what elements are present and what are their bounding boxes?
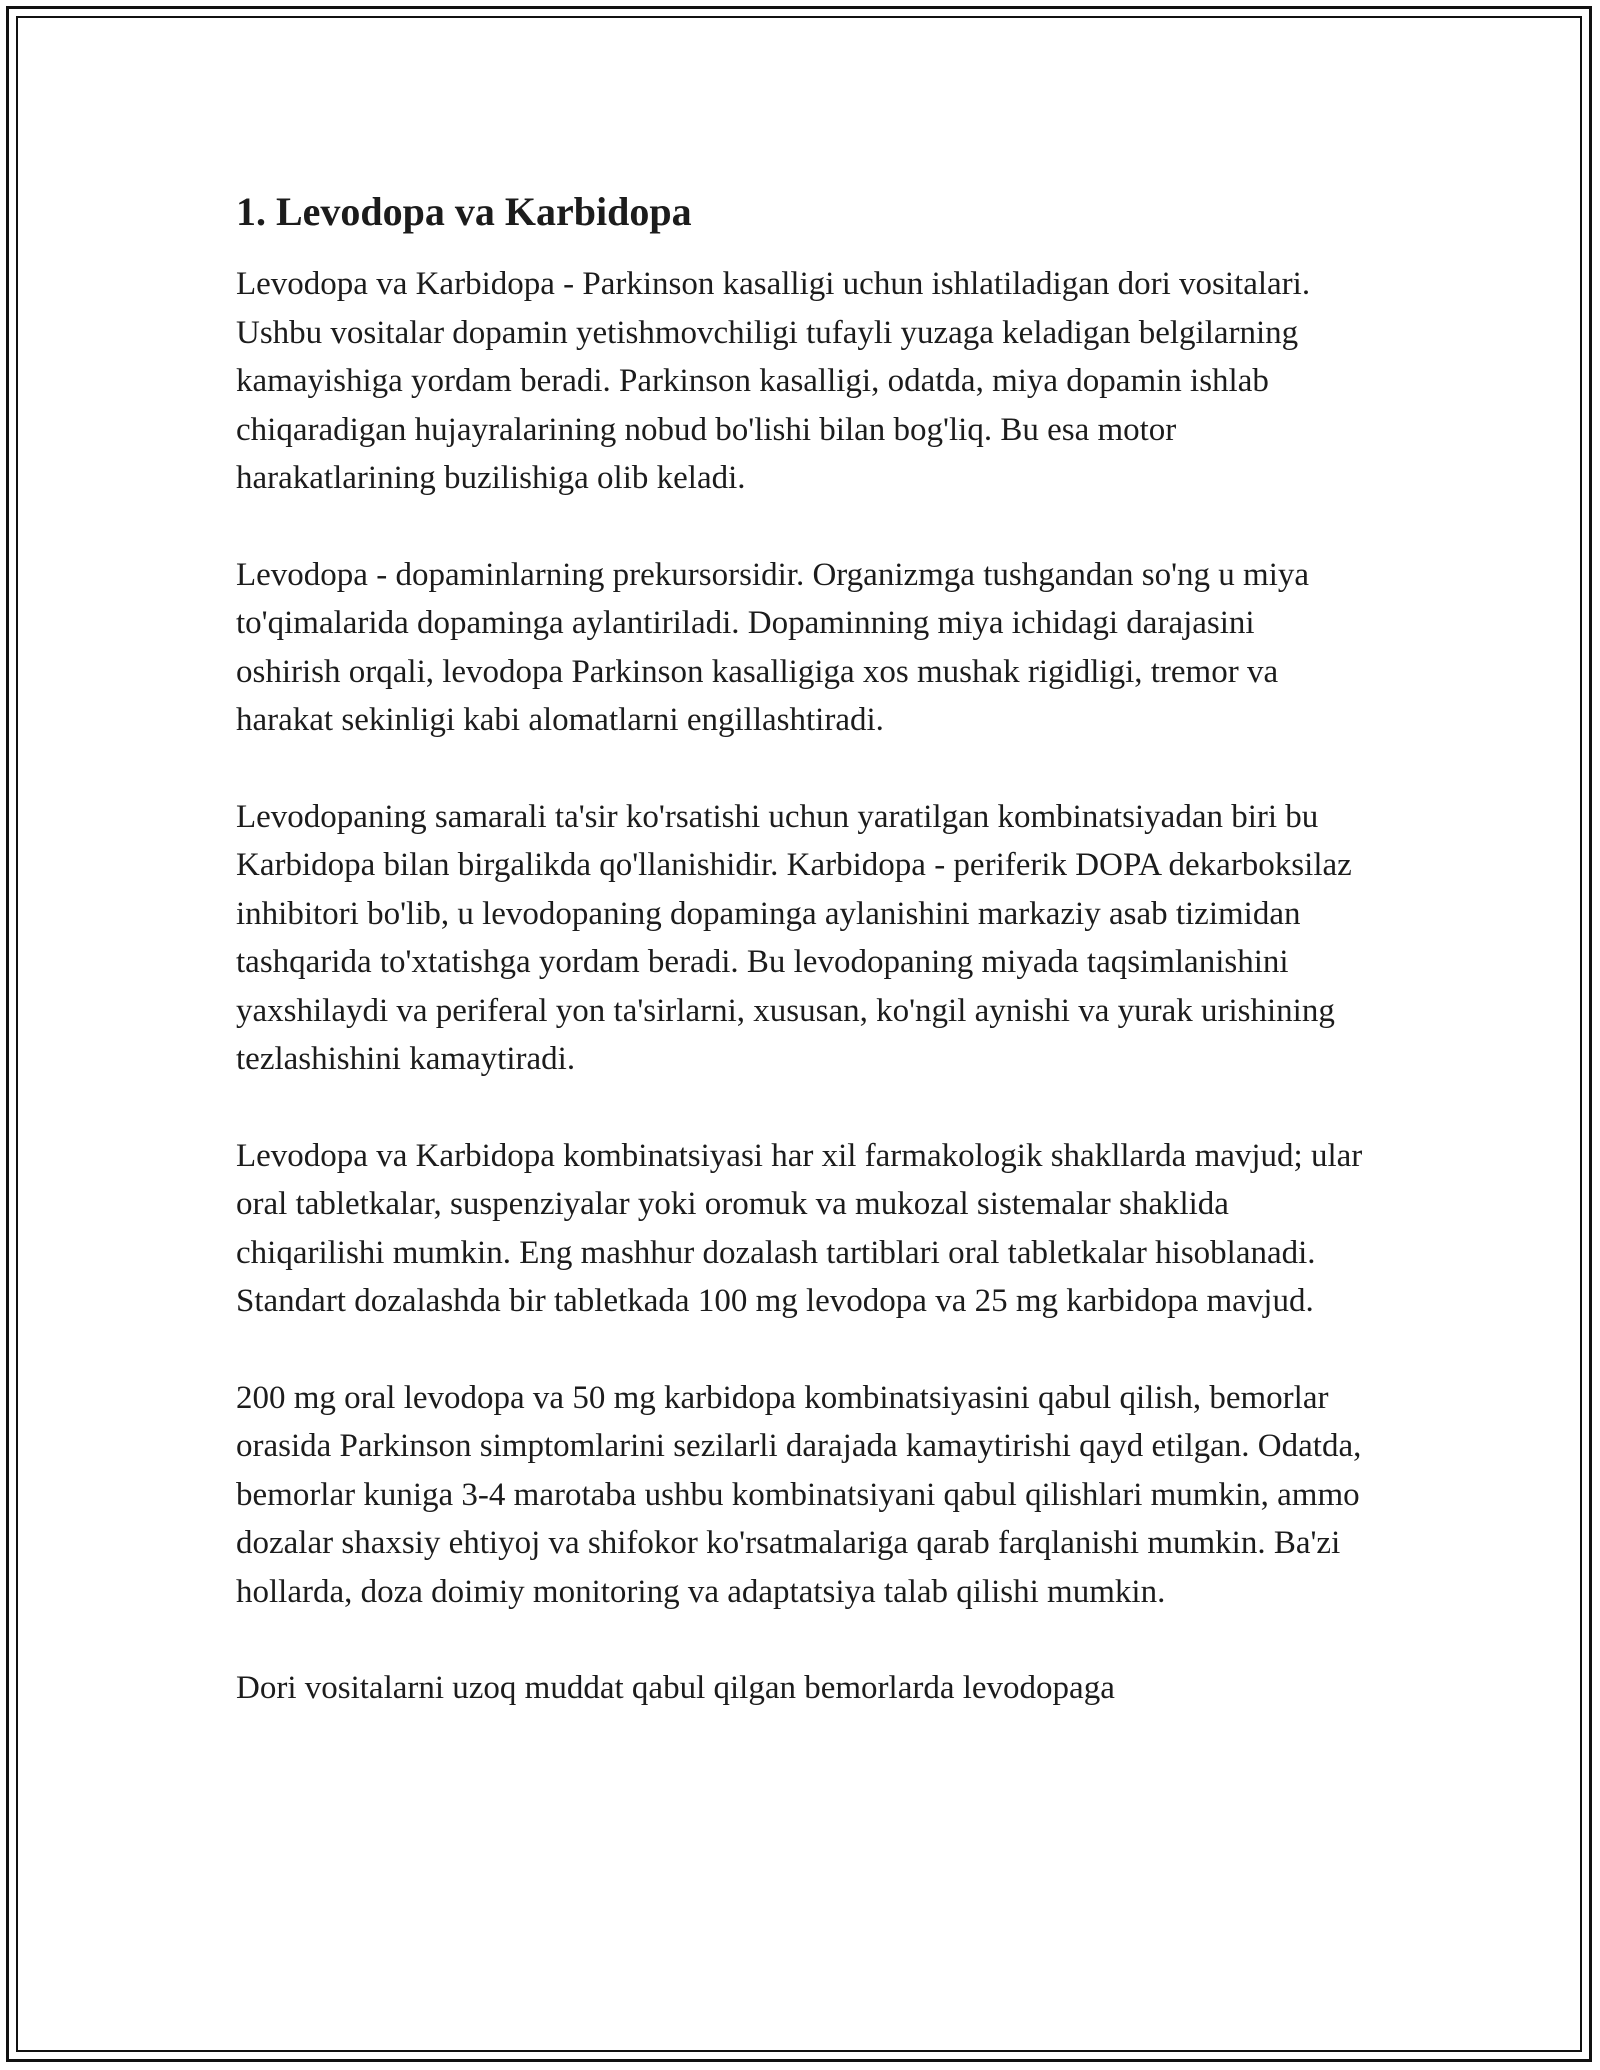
paragraph-forms: Levodopa va Karbidopa kombinatsiyasi har xil farmakologik shakllarda mavjud; ular oral tabletkalar, suspenziyalar yoki oromuk va mukozal sistemalar shaklida chiqarilishi mumkin. Eng mashhur dozalash tartiblari oral tabletkalar hisoblanadi. Standart dozalashda bir tabletkada 100 mg levodopa va 25 mg karbidopa mavjud. bbox=[236, 1137, 1363, 1319]
section-heading: 1. Levodopa va Karbidopa bbox=[236, 189, 692, 234]
paragraph-dosage: 200 mg oral levodopa va 50 mg karbidopa kombinatsiyasini qabul qilish, bemorlar orasida Parkinson simptomlarini sezilarli darajada kamaytirishi qayd etilgan. Odatda, bemorlar kuniga 3-4 marotaba ushbu kombinatsiyani qabul qilishlari mumkin, ammo dozalar shaxsiy ehtiyoj va shifokor ko'rsatmalariga qarab farqlanishi mumkin. Ba'zi hollarda, doza doimiy monitoring va adaptatsiya talab qilishi mumkin. bbox=[236, 1379, 1362, 1610]
paragraph-combination: Levodopaning samarali ta'sir ko'rsatishi uchun yaratilgan kombinatsiyadan biri bu Karbidopa bilan birgalikda qo'llanishidir. Karbidopa - periferik DOPA dekarboksilaz inhibitori bo'lib, u levodopaning dopaminga aylanishini markaziy asab tizimidan tashqarida to'xtatishga yordam beradi. Bu levodopaning miyada taqsimlanishini yaxshilaydi va periferal yon ta'sirlarni, xususan, ko'ngil aynishi va yurak urishining tezlashishini kamaytiradi. bbox=[236, 798, 1352, 1077]
document-body bbox=[236, 186, 1366, 1761]
paragraph-intro: Levodopa va Karbidopa - Parkinson kasalligi uchun ishlatiladigan dori vositalari. Ushbu vositalar dopamin yetishmovchiligi tufayli yuzaga keladigan belgilarning kamayishiga yordam beradi. Parkinson kasalligi, odatda, miya dopamin ishlab chiqaradigan hujayralarining nobud bo'lishi bilan bog'liq. Bu esa motor harakatlarining buzilishiga olib keladi. bbox=[236, 266, 1311, 496]
paragraph-long-term: Dori vositalarni uzoq muddat qabul qilgan bemorlarda levodopaga bbox=[236, 1670, 1115, 1706]
paragraph-levodopa: Levodopa - dopaminlarning prekursorsidir. Organizmga tushgandan so'ng u miya to'qimalarida dopaminga aylantiriladi. Dopaminning miya ichidagi darajasini oshirish orqali, levodopa Parkinson kasalligiga xos mushak rigidligi, tremor va harakat sekinligi kabi alomatlarni engillashtiradi. bbox=[236, 556, 1310, 738]
